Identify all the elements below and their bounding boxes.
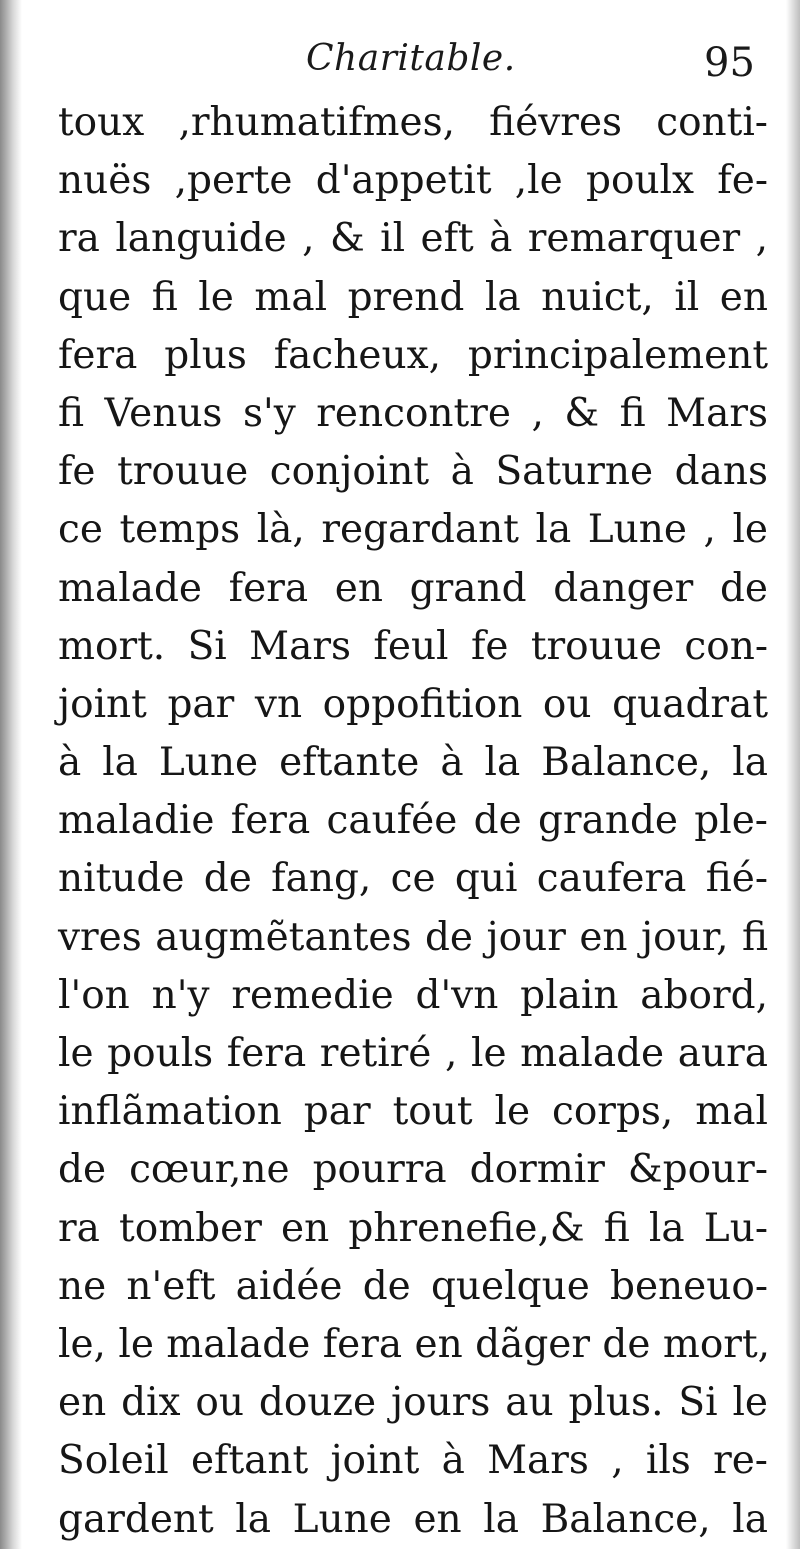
text-line: ne n'eft aidée de quelque beneuo- [58,1263,768,1309]
text-line: en dix ou douze jours au plus. Si le [58,1380,768,1426]
text-line: inflãmation par tout le corps, mal [58,1089,768,1135]
text-line: à la Lune eftante à la Balance, la [58,740,768,786]
text-line: fi Venus s'y rencontre , & fi Mars [58,390,768,436]
page-number: 95 [704,40,755,86]
text-line: de cœur,ne pourra dormir &pour- [58,1147,768,1193]
text-line: fe trouue conjoint à Saturne dans [58,449,768,495]
text-line: gardent la Lune en la Balance, la [58,1496,768,1542]
text-line: ra languide , & il eft à remarquer , [58,216,768,262]
text-line: nitude de fang, ce qui caufera fié- [58,856,768,902]
text-line: nuës ,perte d'appetit ,le poulx fe- [58,158,768,204]
running-head [0,30,800,90]
body-text [58,94,771,1549]
text-line: Soleil eftant joint à Mars , ils re- [58,1438,768,1484]
text-line: malade fera en grand danger de [58,565,768,611]
text-line: le, le malade fera en dãger de mort, [58,1321,771,1367]
running-title: Charitable. [306,38,516,79]
text-line: fera plus facheux, principalement [58,332,768,378]
text-line: l'on n'y remedie d'vn plain abord, [58,972,768,1018]
text-line: vres augmẽtantes de jour en jour, fi [58,914,768,960]
text-line: joint par vn oppofition ou quadrat [58,681,768,727]
text-line: que fi le mal prend la nuict, il en [58,274,768,320]
text-line: ce temps là, regardant la Lune , le [58,507,768,553]
text-line: toux ,rhumatifmes, fiévres conti- [58,100,768,145]
text-line: maladie fera caufée de grande ple- [58,798,768,844]
text-line: ra tomber en phrenefie,& fi la Lu- [58,1205,768,1251]
text-line: le pouls fera retiré , le malade aura [58,1031,768,1076]
text-line: mort. Si Mars feul fe trouue con- [58,623,768,669]
